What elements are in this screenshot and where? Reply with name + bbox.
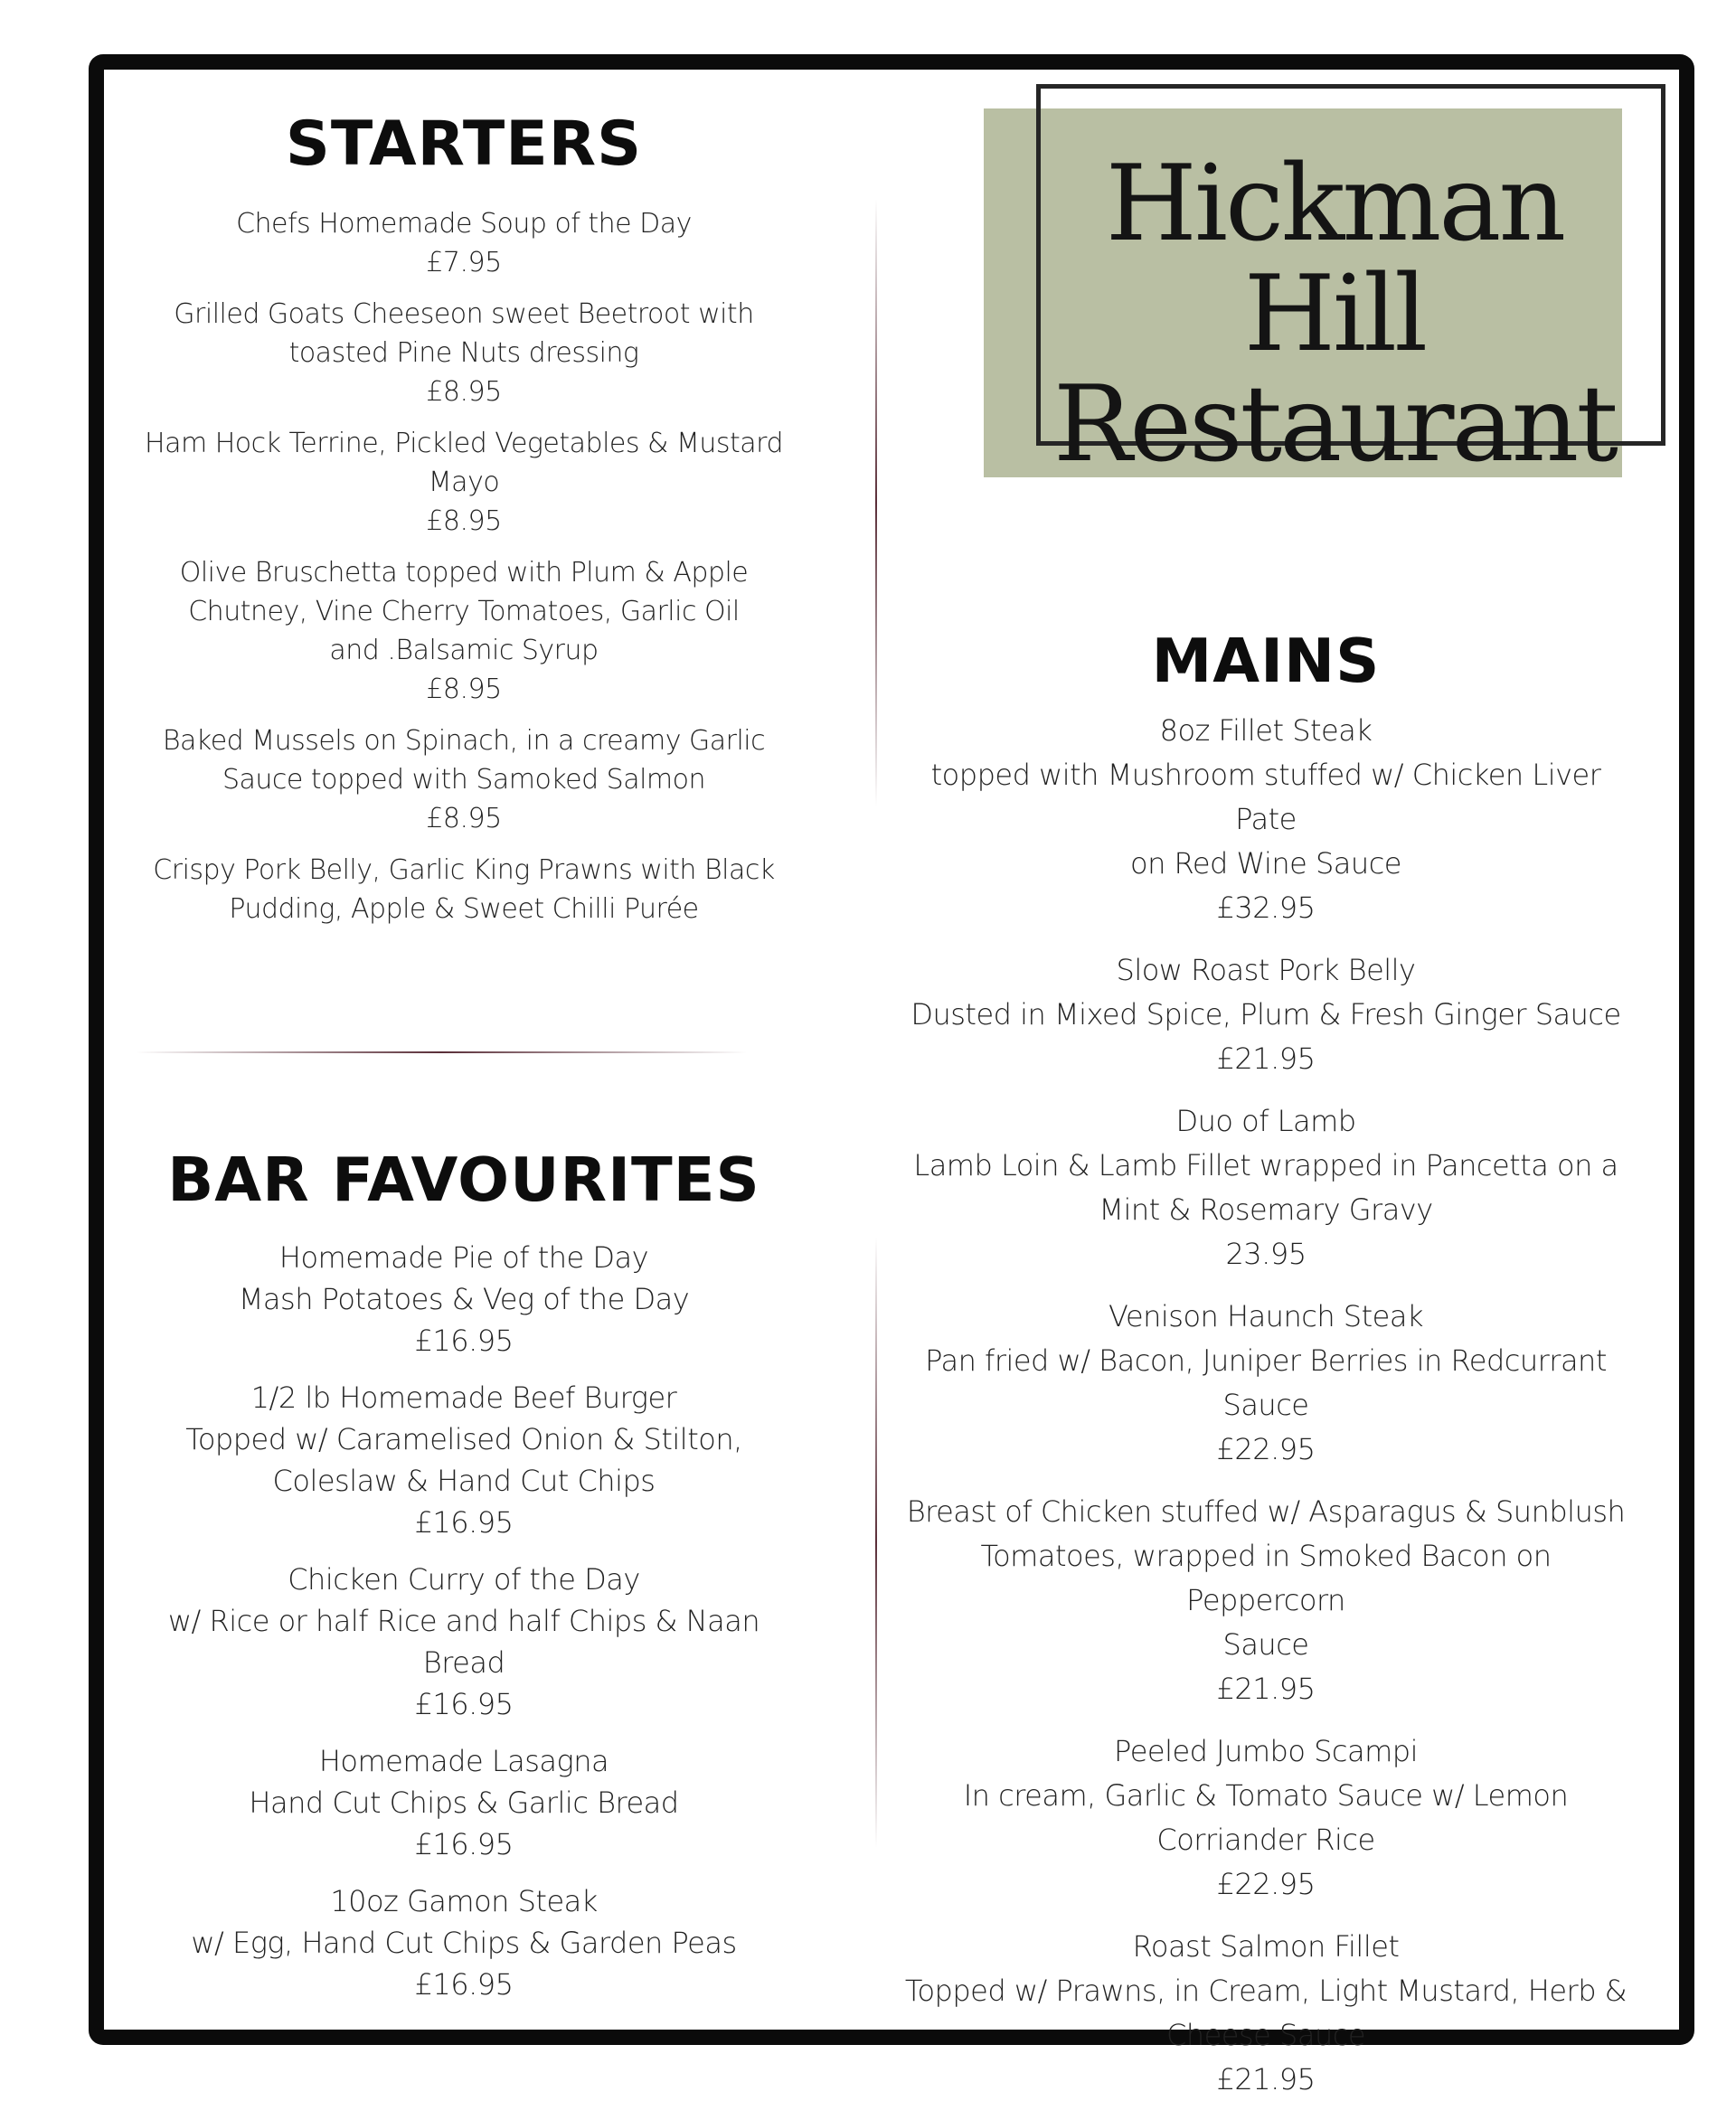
menu-item-line: Mash Potatoes & Veg of the Day bbox=[238, 1282, 690, 1316]
menu-item-line: Sauce bbox=[1222, 1627, 1309, 1662]
menu-item bbox=[145, 295, 783, 411]
vertical-divider-top bbox=[875, 199, 877, 806]
menu-item bbox=[901, 1295, 1631, 1472]
menu-item-line: Duo of Lamb bbox=[1175, 1104, 1356, 1138]
menu-item-line: Bread bbox=[422, 1645, 505, 1680]
menu-item-line: £16.95 bbox=[414, 1324, 514, 1358]
menu-item-line: £8.95 bbox=[426, 674, 502, 705]
menu-item-line: Hand Cut Chips & Garlic Bread bbox=[249, 1786, 679, 1820]
mains-heading: MAINS bbox=[1151, 626, 1381, 696]
menu-item-line: £32.95 bbox=[1216, 890, 1316, 925]
menu-item-line: Corriander Rice bbox=[1156, 1823, 1375, 1857]
menu-item-line: £8.95 bbox=[426, 803, 502, 834]
menu-item bbox=[145, 1880, 783, 2005]
menu-item-line: topped with Mushroom stuffed w/ Chicken Liver Pate bbox=[930, 758, 1601, 836]
menu-item-line: toasted Pine Nuts dressing bbox=[288, 337, 639, 369]
menu-item-line: Homemade Lasagna bbox=[318, 1744, 609, 1778]
menu-item-line: Tomatoes, wrapped in Smoked Bacon on Peppercorn bbox=[980, 1539, 1552, 1617]
menu-item bbox=[901, 709, 1631, 930]
menu-item-line: Topped w/ Caramelised Onion & Stilton, bbox=[185, 1422, 742, 1456]
menu-item bbox=[901, 1925, 1631, 2102]
menu-item bbox=[901, 948, 1631, 1081]
menu-item-line: Peeled Jumbo Scampi bbox=[1114, 1734, 1418, 1768]
menu-item-line: Lamb Loin & Lamb Fillet wrapped in Pancetta on a bbox=[913, 1148, 1618, 1182]
menu-item bbox=[145, 553, 783, 709]
menu-item-line: £16.95 bbox=[414, 1505, 514, 1540]
menu-item-line: £22.95 bbox=[1216, 1432, 1316, 1466]
menu-item-line: Breast of Chicken stuffed w/ Asparagus & Sunblush bbox=[906, 1494, 1626, 1529]
menu-item-line: Coleslaw & Hand Cut Chips bbox=[272, 1464, 656, 1498]
bar-favourites-heading: BAR FAVOURITES bbox=[167, 1145, 760, 1215]
menu-item-line: Topped w/ Prawns, in Cream, Light Mustard, Herb & bbox=[904, 1974, 1628, 2008]
menu-item-line: Dusted in Mixed Spice, Plum & Fresh Ginger Sauce bbox=[910, 997, 1621, 1032]
menu-item-line: 1/2 lb Homemade Beef Burger bbox=[250, 1380, 677, 1415]
menu-item-line: Chutney, Vine Cherry Tomatoes, Garlic Oil bbox=[188, 596, 740, 627]
mains-list bbox=[901, 709, 1631, 2120]
vertical-divider-bottom bbox=[875, 1237, 877, 1848]
menu-item-line: Homemade Pie of the Day bbox=[278, 1240, 649, 1275]
menu-item bbox=[145, 204, 783, 282]
menu-item-line: Olive Bruschetta topped with Plum & Apple bbox=[179, 557, 749, 589]
menu-item-line: Venison Haunch Steak bbox=[1109, 1299, 1423, 1333]
menu-item-line: Cheese Sauce bbox=[1165, 2018, 1365, 2052]
menu-item-line: Mayo bbox=[428, 466, 500, 498]
restaurant-name-line2: Restaurant bbox=[1053, 363, 1616, 485]
menu-item bbox=[145, 424, 783, 541]
menu-item bbox=[901, 1729, 1631, 1907]
menu-item-line: Crispy Pork Belly, Garlic King Prawns with Black bbox=[153, 854, 775, 886]
menu-item-line: £16.95 bbox=[414, 1967, 514, 2002]
starters-heading: STARTERS bbox=[285, 108, 643, 180]
menu-item-line: £16.95 bbox=[414, 1687, 514, 1721]
menu-item bbox=[145, 721, 783, 838]
menu-item bbox=[145, 1237, 783, 1362]
menu-item-line: w/ Egg, Hand Cut Chips & Garden Peas bbox=[191, 1926, 737, 1960]
menu-item-line: In cream, Garlic & Tomato Sauce w/ Lemon bbox=[963, 1778, 1569, 1813]
menu-item-line: Chicken Curry of the Day bbox=[288, 1562, 640, 1597]
menu-item-line: Chefs Homemade Soup of the Day bbox=[236, 208, 692, 240]
starters-list bbox=[145, 204, 783, 941]
menu-item-line: Slow Roast Pork Belly bbox=[1116, 953, 1416, 987]
menu-item-line: Ham Hock Terrine, Pickled Vegetables & Mustard bbox=[145, 428, 783, 459]
menu-item bbox=[145, 1740, 783, 1865]
menu-item-line: £16.95 bbox=[414, 1827, 514, 1861]
menu-item-line: on Red Wine Sauce bbox=[1130, 846, 1401, 881]
menu-item-line: Mint & Rosemary Gravy bbox=[1099, 1192, 1433, 1227]
menu-item-line: and .Balsamic Syrup bbox=[329, 635, 599, 666]
horizontal-divider bbox=[136, 1051, 747, 1053]
menu-item-line: 8oz Fillet Steak bbox=[1159, 713, 1373, 748]
menu-item-line: Pan fried w/ Bacon, Juniper Berries in Redcurrant bbox=[925, 1343, 1607, 1378]
menu-item-line: £8.95 bbox=[426, 505, 502, 537]
menu-item-line: Sauce bbox=[1222, 1388, 1309, 1422]
menu-item-line: £8.95 bbox=[426, 376, 502, 408]
menu-item-line: £22.95 bbox=[1216, 1867, 1316, 1901]
menu-item-line: £7.95 bbox=[426, 247, 502, 278]
restaurant-logo bbox=[1027, 143, 1642, 485]
menu-item-line: Grilled Goats Cheeseon sweet Beetroot with bbox=[174, 298, 754, 330]
menu-item bbox=[145, 1559, 783, 1725]
menu-item bbox=[145, 851, 783, 928]
menu-item-line: Sauce topped with Samoked Salmon bbox=[222, 764, 706, 796]
menu-item bbox=[901, 1490, 1631, 1711]
menu-item-line: Baked Mussels on Spinach, in a creamy Garlic bbox=[162, 725, 766, 757]
menu-item-line: w/ Rice or half Rice and half Chips & Naan bbox=[167, 1604, 760, 1638]
bar-favourites-list bbox=[145, 1237, 783, 2021]
restaurant-name-line1: Hickman Hill bbox=[1105, 143, 1564, 375]
menu-item bbox=[145, 1377, 783, 1543]
menu-item-line: £21.95 bbox=[1216, 1041, 1316, 1076]
menu-item-line: 23.95 bbox=[1225, 1237, 1307, 1271]
menu-item-line: £21.95 bbox=[1216, 2062, 1316, 2096]
menu-item-line: £21.95 bbox=[1216, 1672, 1316, 1706]
menu-item-line: Pudding, Apple & Sweet Chilli Purée bbox=[229, 893, 699, 925]
menu-item-line: Roast Salmon Fillet bbox=[1132, 1929, 1400, 1964]
menu-item-line: 10oz Gamon Steak bbox=[330, 1884, 598, 1918]
menu-item bbox=[901, 1099, 1631, 1277]
